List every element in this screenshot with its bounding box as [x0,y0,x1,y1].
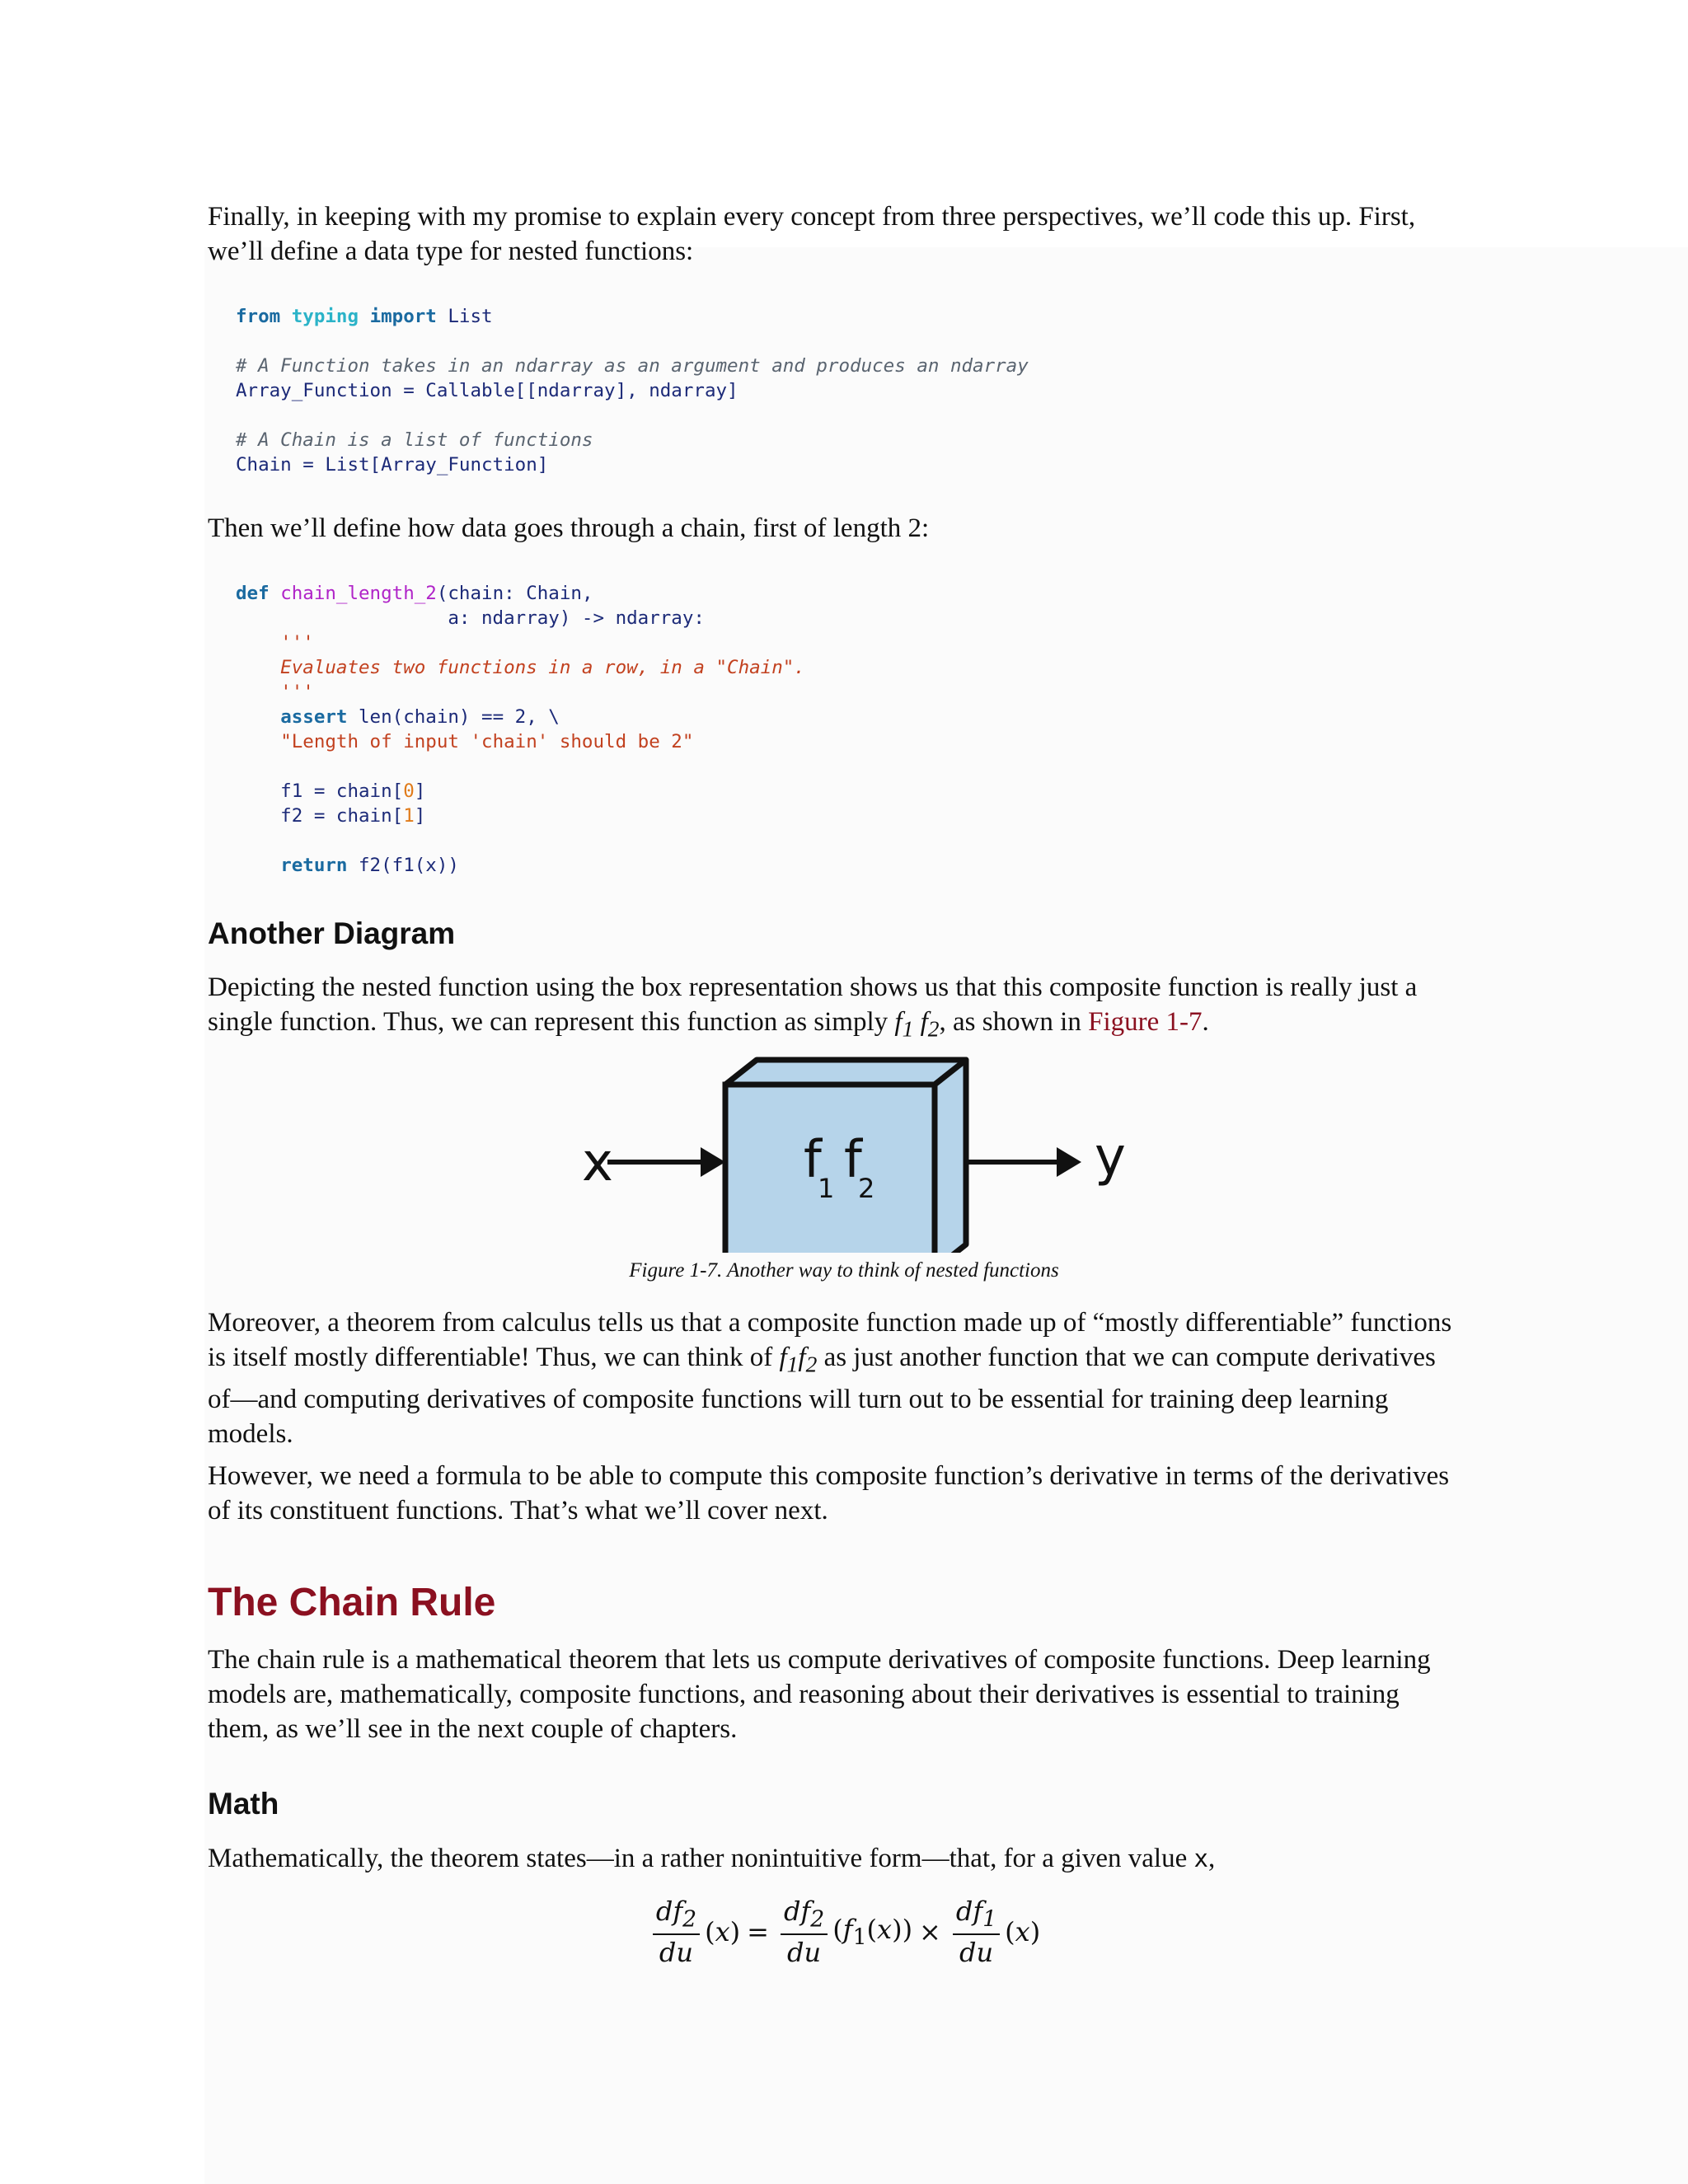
fraction-df2-du-left: $\frac{df_2}{du}$ [653,1896,700,1968]
chain-rule-equation: $\frac{df_2}{du}$ (x) = $\frac{df_2}{du}$ $(f_1(x))$ × $\frac{df_1}{du}$ (x) [0,1896,1688,1968]
box-subscript-1: 1 [818,1173,835,1204]
heading-chain-rule: The Chain Rule [208,1581,496,1624]
code-f2-suffix: ] [414,805,426,827]
then-paragraph: Then we’ll define how data goes through a chain, first of length 2: [208,513,930,543]
however-line-2: of its constituent functions. That’s what we’ll cover next. [208,1496,828,1526]
code-import-name: List [448,306,493,327]
intro-paragraph [208,199,1477,269]
box-label-f2: f [844,1129,862,1189]
code-function-name: chain_length_2 [280,583,437,604]
code-f1-index: 0 [403,780,415,802]
however-paragraph [208,1459,1477,1528]
box-side-face [935,1060,966,1253]
code-comment-function: # A Function takes in an ndarray as an argument and produces an ndarray [236,355,1029,377]
another-line-2b: , as shown in [939,1007,1089,1037]
moreover-line-1: Moreover, a theorem from calculus tells us that a composite function made up of “mostly differentiable” functions [208,1308,1452,1338]
fraction-df1-du: $\frac{df_1}{du}$ [953,1896,1000,1968]
code-return-expression: f2(f1(x)) [347,855,459,876]
code-block-types [236,304,1029,477]
fraction-df2-du-right: $\frac{df_2}{du}$ [781,1896,828,1968]
moreover-paragraph [208,1305,1477,1451]
code-assert-message: "Length of input 'chain' should be 2" [280,731,694,752]
figure-input-x: x [582,1132,613,1193]
inline-math-f1f2: $f_1$ $f_2$ [894,1007,940,1042]
another-line-2a: single function. Thus, we can represent this function as simply [208,1007,895,1037]
however-line-1: However, we need a formula to be able to compute this composite function’s derivative in terms of the derivatives [208,1461,1450,1491]
code-docstring-open: ''' [236,632,314,654]
code-block-chain-length-2 [236,581,805,878]
code-docstring-text: Evaluates two functions in a row, in a "Chain". [236,657,805,678]
code-f1-prefix: f1 = chain[ [236,780,404,802]
heading-another-diagram: Another Diagram [208,916,456,950]
figure-link[interactable]: Figure 1-7 [1088,1007,1203,1037]
code-f2-prefix: f2 = chain[ [236,805,404,827]
chain-rule-line-1: The chain rule is a mathematical theorem that lets us compute derivatives of composite functions. Deep learning [208,1645,1431,1675]
math-line-a: Mathematically, the theorem states—in a rather nonintuitive form—that, for a given value [208,1844,1194,1873]
figure-output-y: y [1095,1127,1126,1188]
code-f1-suffix: ] [414,780,426,802]
nested-function-figure [0,1047,1688,1253]
code-f2-index: 1 [403,805,415,827]
input-arrow-head [701,1147,725,1177]
another-line-1: Depicting the nested function using the box representation shows us that this composite function is really just a [208,972,1418,1002]
code-keyword-assert: assert [280,706,348,728]
chain-rule-line-3: them, as we’ll see in the next couple of chapters. [208,1714,738,1744]
code-keyword-import: import [369,306,437,327]
box-front-face [725,1085,935,1253]
moreover-line-3: of—and computing derivatives of composite functions will turn out to be essential for training deep learning [208,1384,1389,1414]
another-diagram-paragraph [208,970,1477,1047]
code-module-typing: typing [291,306,359,327]
chain-rule-paragraph [208,1643,1477,1746]
box-label-f1: f [804,1129,822,1189]
another-line-2-end: . [1202,1007,1209,1037]
moreover-line-4: models. [208,1418,293,1449]
code-keyword-return: return [280,855,348,876]
code-docstring-close: ''' [236,682,314,703]
chain-rule-line-2: models are, mathematically, composite functions, and reasoning about their derivatives is essential to training [208,1680,1400,1709]
code-assert-condition: len(chain) == 2, \ [347,706,560,728]
math-variable-x: x [1193,1844,1208,1872]
code-comment-chain: # A Chain is a list of functions [236,429,593,451]
math-line-end: , [1207,1844,1216,1873]
moreover-line-2b: as just another function that we can compute derivatives [817,1343,1436,1372]
inline-math-f1f2-b: $f_1f_2$ [779,1343,818,1377]
code-line-chain: Chain = List[Array_Function] [236,454,549,476]
output-arrow-head [1057,1147,1081,1177]
intro-line-2: we’ll define a data type for nested functions: [208,237,694,266]
heading-math: Math [208,1787,279,1821]
code-keyword-def: def [236,583,270,604]
code-line-array-function: Array_Function = Callable[[ndarray], ndarray] [236,380,738,401]
box-top-face [725,1060,966,1085]
code-signature-2: a: ndarray) -> ndarray: [236,607,705,629]
code-signature-1: (chain: Chain, [436,583,593,604]
math-paragraph [208,1841,1477,1876]
figure-caption: Figure 1-7. Another way to think of nested functions [629,1259,1059,1282]
code-keyword-from: from [236,306,281,327]
moreover-line-2a: is itself mostly differentiable! Thus, we can think of [208,1343,780,1372]
intro-line-1: Finally, in keeping with my promise to explain every concept from three perspectives, we’ll code this up. First, [208,202,1416,232]
box-subscript-2: 2 [858,1173,875,1204]
